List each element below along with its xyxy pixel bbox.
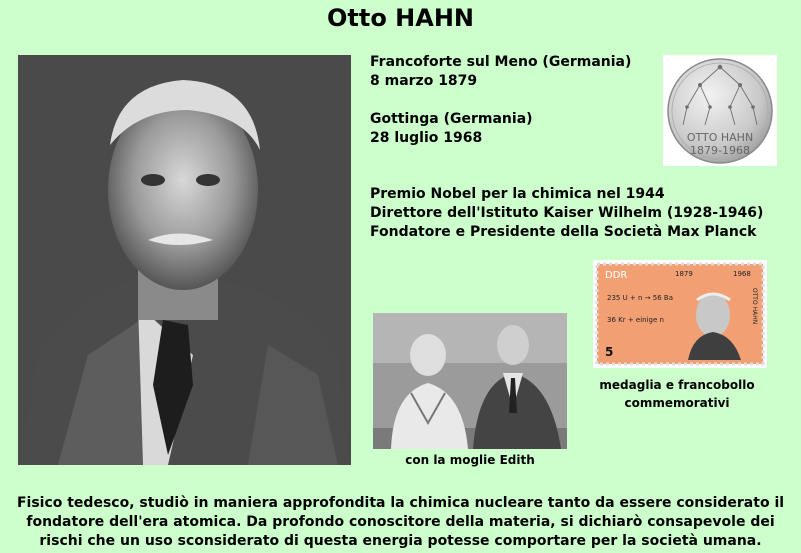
photo-with-wife [373,313,567,449]
wife-caption: con la moglie Edith [405,453,535,467]
biography-description [0,494,801,551]
page-title: Otto HAHN [326,4,475,32]
career-item: Fondatore e Presidente della Società Max Planck [370,224,757,240]
career-list [370,185,763,242]
commemorative-medal [663,55,777,166]
death-info [370,110,533,148]
portrait-photo [18,55,351,465]
stamp-country: DDR [605,270,628,281]
stamp-formula-1: 235 U + n → 56 Ba [607,294,674,302]
death-date: 28 luglio 1968 [370,130,483,146]
death-place: Gottinga (Germania) [370,111,533,127]
career-item: Direttore dell'Istituto Kaiser Wilhelm (1928-1946) [370,205,764,221]
commemorative-stamp [593,260,767,368]
description-line: Fisico tedesco, studiò in maniera approfondita la chimica nucleare tanto da essere considerato il [16,495,785,511]
birth-date: 8 marzo 1879 [370,73,478,89]
medal-name: OTTO HAHN [686,130,754,144]
birth-info [370,53,631,91]
stamp-year-right: 1968 [733,270,751,278]
stamp-value: 5 [605,345,614,359]
career-item: Premio Nobel per la chimica nel 1944 [370,186,665,202]
stamp-caption: medaglia e francobollo commemorativi [599,378,755,410]
medal-years: 1879-1968 [690,143,750,157]
stamp-side-text: OTTO HAHN [751,288,758,325]
description-line: fondatore dell'era atomica. Da profondo conoscitore della materia, si dichiarò consapevole dei [26,514,775,530]
stamp-formula-2: 36 Kr + einige n [607,316,664,324]
stamp-year-left: 1879 [675,270,693,278]
birth-place: Francoforte sul Meno (Germania) [370,54,632,70]
description-line: rischi che un uso sconsiderato di questa energia potesse comportare per la società umana. [39,533,762,549]
